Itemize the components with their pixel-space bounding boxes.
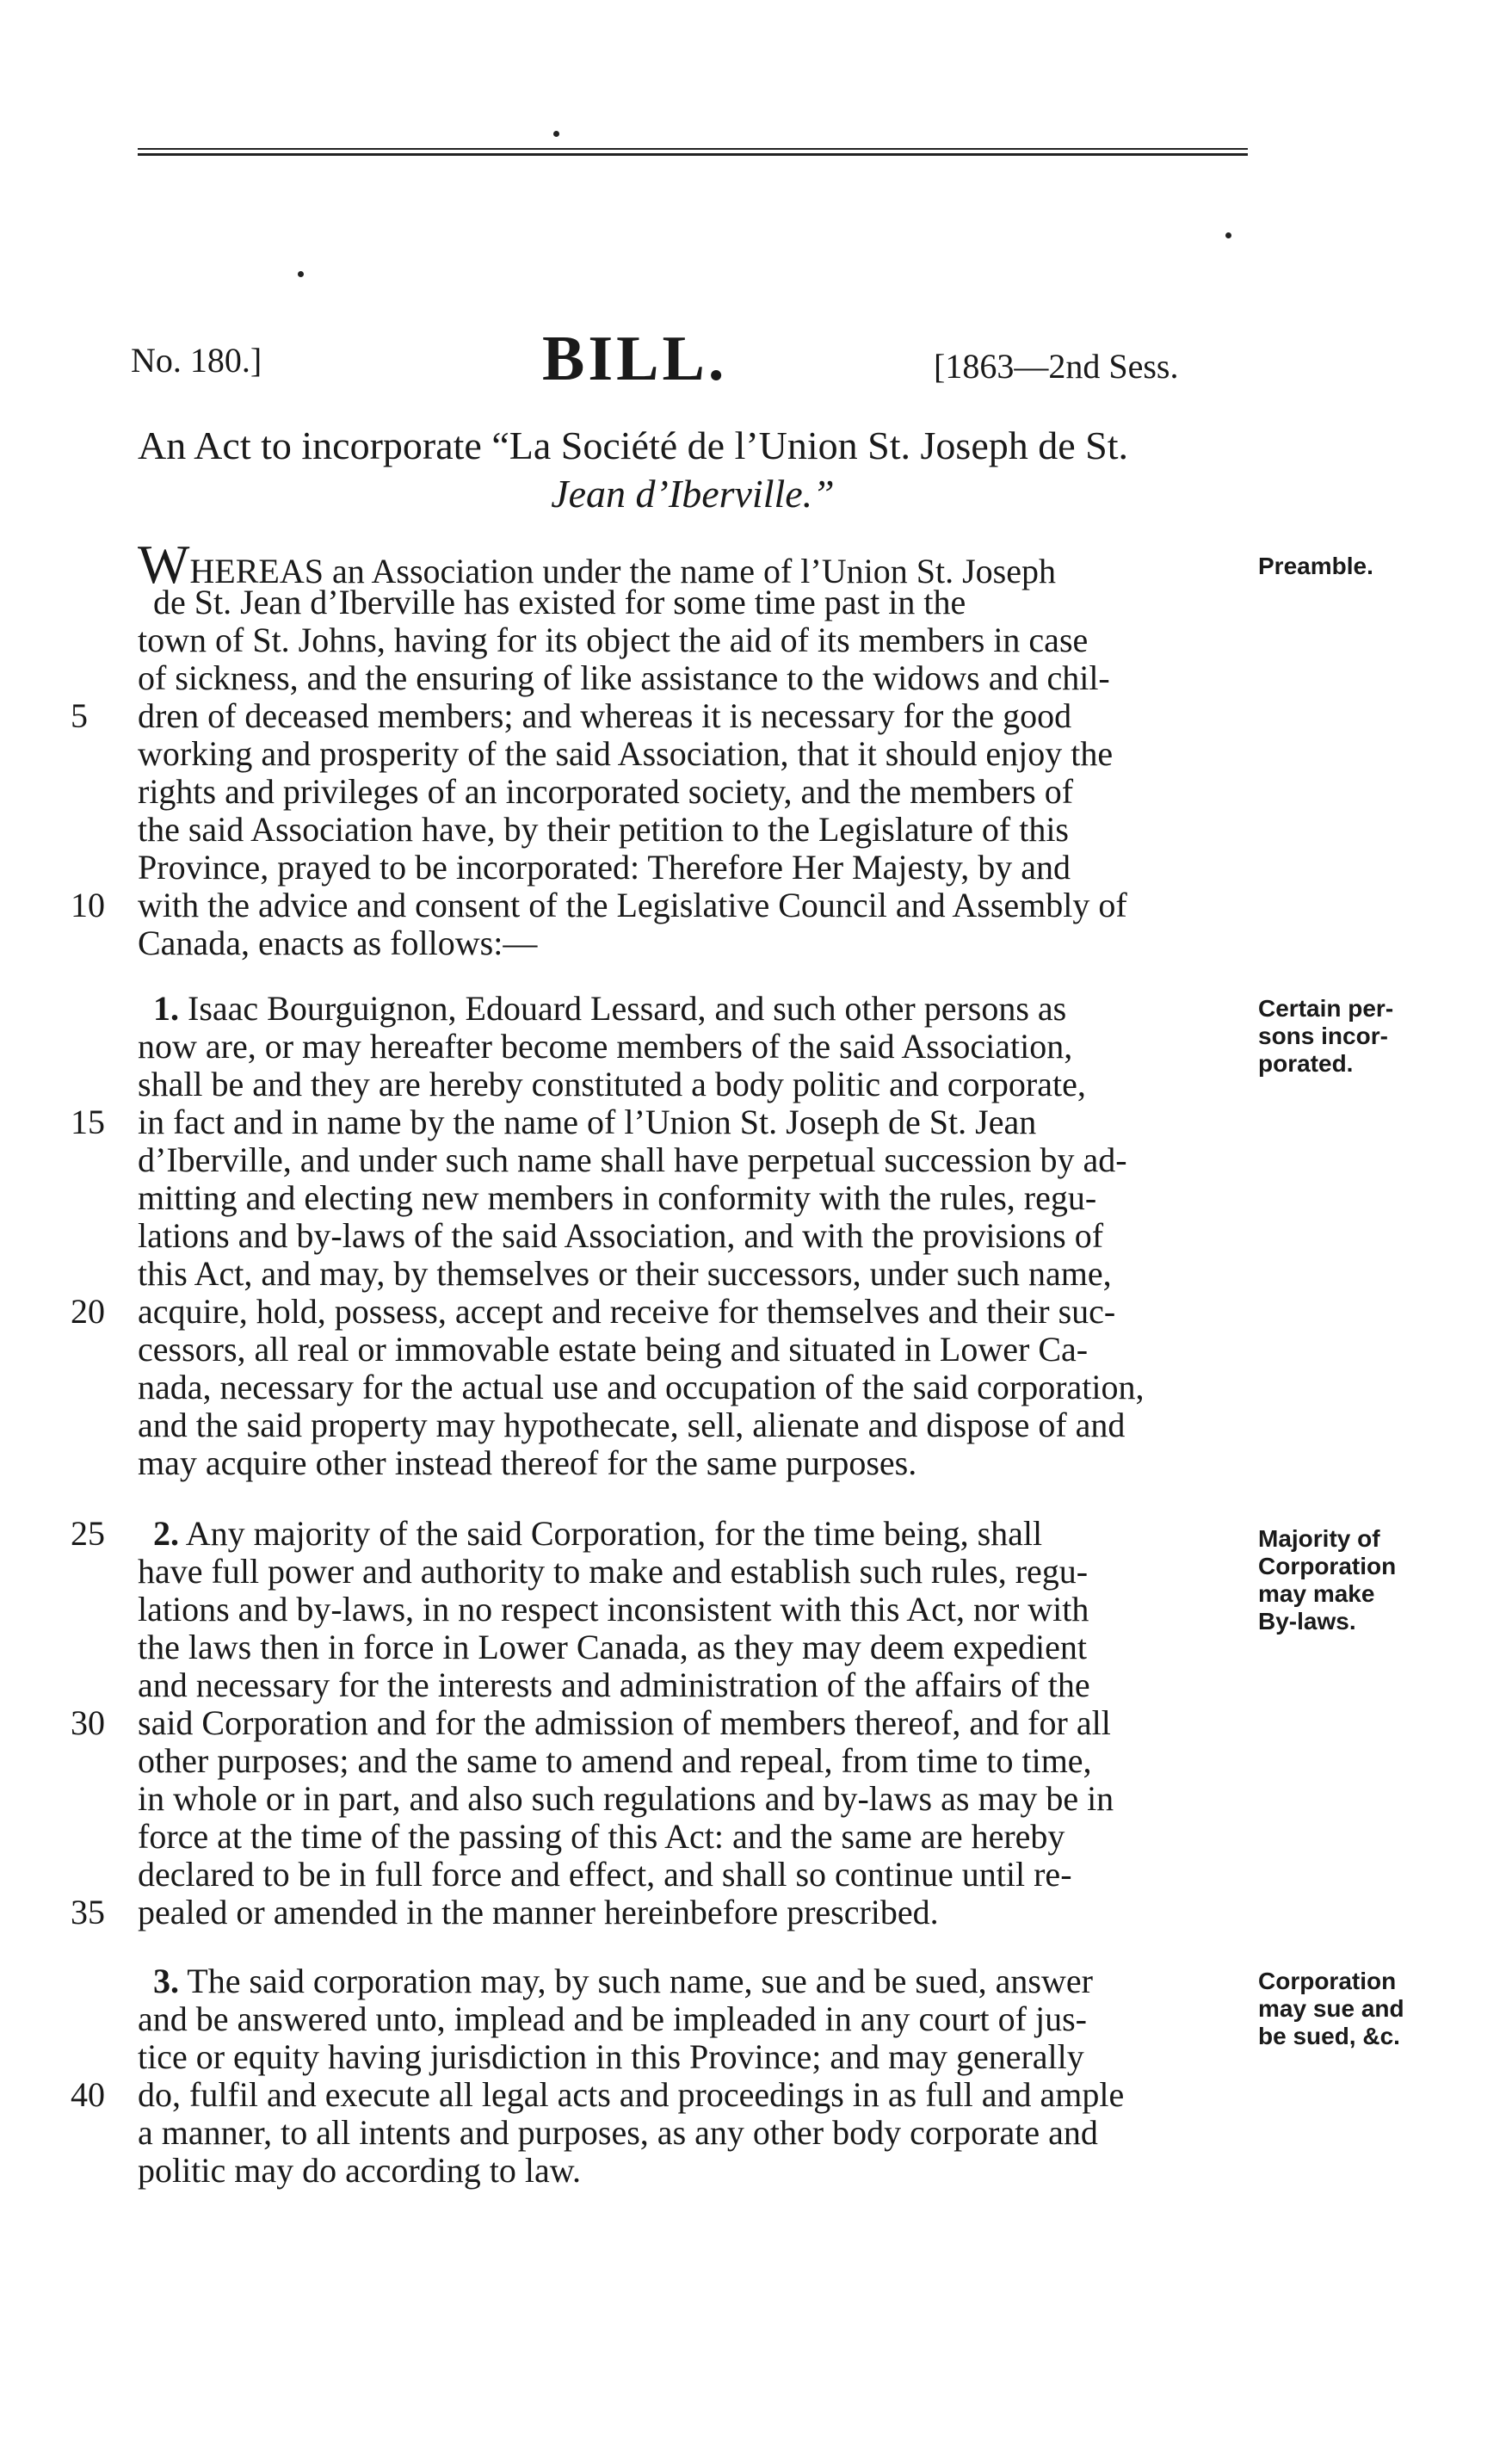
ink-speck [553,131,559,137]
top-rule [138,148,1248,158]
act-title-line: An Act to incorporate “La Société de l’Union St. Joseph de St. [138,423,1129,467]
text-line: said Corporation and for the admission of members thereof, and for all [138,1703,1111,1742]
text-line: de St. Jean d’Iberville has existed for some time past in the [153,583,966,621]
ink-speck [298,271,304,277]
line-number: 35 [71,1893,105,1931]
section-1-first-line: 1. Isaac Bourguignon, Edouard Lessard, and such other persons as [153,989,1067,1028]
text-line: WHEREAS an Association under the name of l’Union St. Joseph [138,534,1056,595]
text-line: shall be and they are hereby constituted a body politic and corporate, [138,1065,1086,1103]
ink-speck [1225,232,1231,238]
text-line: working and prosperity of the said Association, that it should enjoy the [138,734,1114,773]
margin-note-corporation-sue: Corporation may sue and be sued, &c. [1258,1968,1404,2049]
text-line: rights and privileges of an incorporated society, and the members of [138,772,1074,811]
line-number: 30 [71,1703,105,1742]
line-number: 15 [71,1103,105,1141]
section-3-first-line: 3. The said corporation may, by such name, sue and be sued, answer [153,1962,1093,2000]
text-line: d’Iberville, and under such name shall have perpetual succession by ad- [138,1140,1127,1179]
text-line: lations and by-laws of the said Association, and with the provisions of [138,1216,1104,1255]
text-line: and the said property may hypothecate, sell, alienate and dispose of and [138,1406,1126,1444]
text-line: Province, prayed to be incorporated: Therefore Her Majesty, by and [138,848,1071,887]
section-number: 1. [153,989,179,1028]
line-number: 25 [71,1514,105,1553]
text-line: nada, necessary for the actual use and occupation of the said corporation, [138,1368,1145,1406]
margin-note-preamble: Preamble. [1258,553,1373,579]
drop-cap: W [138,534,190,595]
text-line: town of St. Johns, having for its object the aid of its members in case [138,621,1089,659]
text-line: do, fulfil and execute all legal acts and proceedings in as full and ample [138,2075,1125,2114]
text-line: and necessary for the interests and administration of the affairs of the [138,1665,1090,1704]
text-line: the said Association have, by their petition to the Legislature of this [138,810,1069,849]
text-line: dren of deceased members; and whereas it is necessary for the good [138,696,1072,735]
line-number: 10 [71,886,105,924]
text-line: of sickness, and the ensuring of like assistance to the widows and chil- [138,658,1110,697]
text-line: tice or equity having jurisdiction in this Province; and may generally [138,2037,1084,2076]
section-number: 3. [153,1962,179,2000]
session-label: [1863—2nd Sess. [934,347,1179,386]
act-title-line: Jean d’Iberville.” [551,472,835,516]
text-line: in whole or in part, and also such regulations and by-laws as may be in [138,1779,1114,1818]
text-line: force at the time of the passing of this Act: and the same are hereby [138,1817,1065,1856]
text-line: acquire, hold, possess, accept and receive for themselves and their suc- [138,1292,1116,1331]
text-line: Canada, enacts as follows:— [138,924,538,962]
margin-note-majority: Majority of Corporation may make By-laws. [1258,1525,1397,1635]
line-number: 5 [71,696,88,735]
text-line: politic may do according to law. [138,2151,582,2190]
act-title [138,422,1248,518]
text-line: and be answered unto, implead and be impleaded in any court of jus- [138,1999,1087,2038]
text-line: in fact and in name by the name of l’Union St. Joseph de St. Jean [138,1103,1037,1141]
text-line: with the advice and consent of the Legislative Council and Assembly of [138,886,1127,924]
section-number: 2. [153,1514,179,1553]
bill-heading: BILL. [542,324,728,394]
text-line: declared to be in full force and effect, and shall so continue until re- [138,1855,1072,1894]
text-line: this Act, and may, by themselves or their successors, under such name, [138,1254,1112,1293]
bill-number: No. 180.] [131,341,262,380]
text-line: a manner, to all intents and purposes, as any other body corporate and [138,2113,1098,2152]
text-line: may acquire other instead thereof for the same purposes. [138,1443,917,1482]
text-line: have full power and authority to make and establish such rules, regu- [138,1552,1089,1591]
text-line: other purposes; and the same to amend and repeal, from time to time, [138,1741,1092,1780]
text-line: mitting and electing new members in conformity with the rules, regu- [138,1178,1097,1217]
text-line: cessors, all real or immovable estate being and situated in Lower Ca- [138,1330,1089,1369]
text-line: pealed or amended in the manner hereinbefore prescribed. [138,1893,939,1931]
line-number: 40 [71,2075,105,2114]
section-2-first-line: 2. Any majority of the said Corporation, for the time being, shall [153,1514,1043,1553]
text-line: lations and by-laws, in no respect inconsistent with this Act, nor with [138,1590,1089,1628]
line-number: 20 [71,1292,105,1331]
margin-note-certain-persons: Certain per- sons incor- porated. [1258,995,1394,1077]
text-line: the laws then in force in Lower Canada, as they may deem expedient [138,1628,1087,1666]
text-line: now are, or may hereafter become members of the said Association, [138,1027,1073,1066]
